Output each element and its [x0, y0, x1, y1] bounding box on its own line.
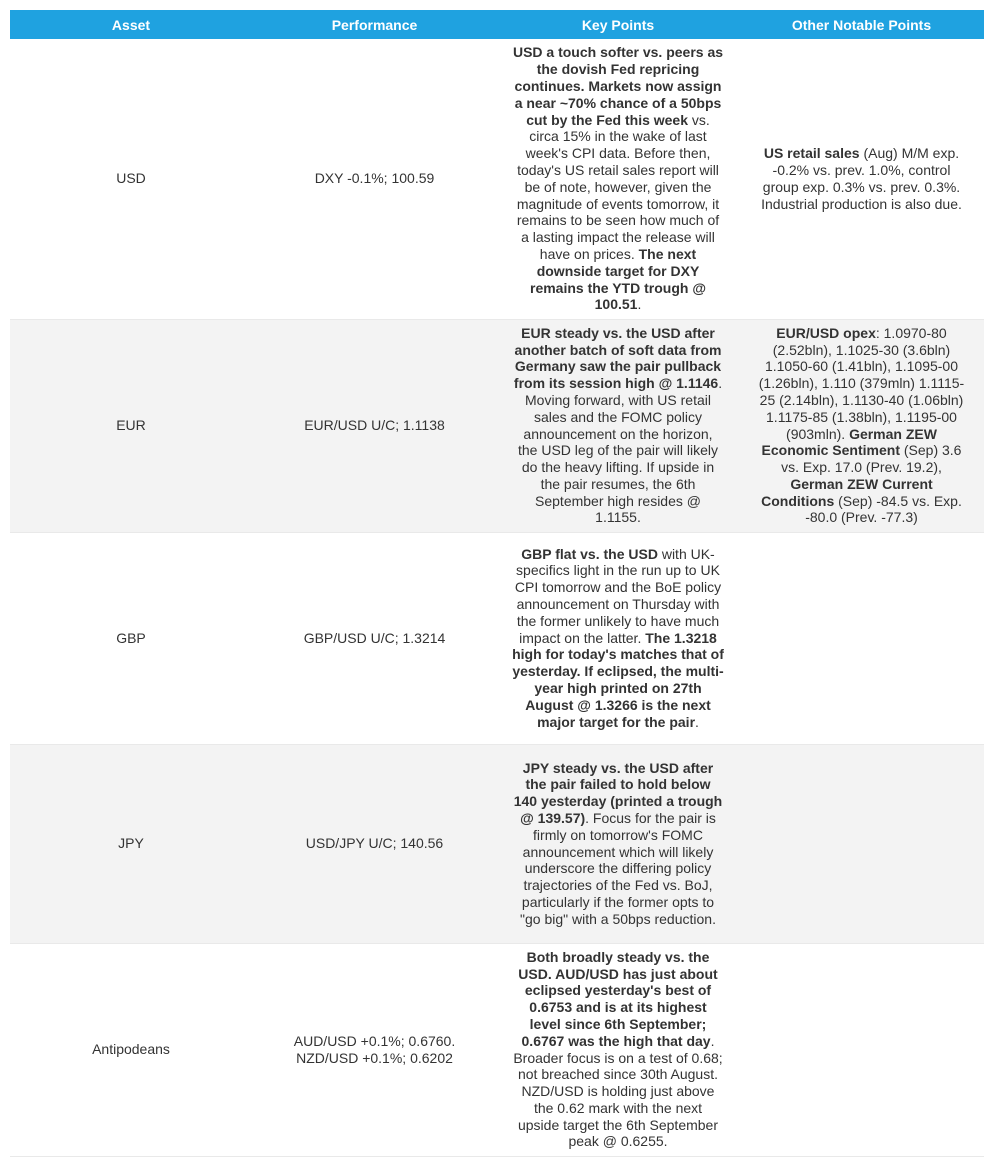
key-points-cell [497, 39, 739, 319]
key-points-bold: The 1.3218 high for today's matches that of yesterday. If eclipsed, the multi-year high printed on 27th August @ 1.3266 is the next major target for the pair [512, 629, 724, 730]
key-points-text [512, 44, 724, 313]
other-regular: : 1.0970-80 (2.52bln), 1.1025-30 (3.6bln) 1.1050-60 (1.41bln), 1.1095-00 (1.26bln), 1.110 (379mln) 1.1115-25 (2.14bln), 1.1130-40 (1.06bln) 1.1175-85 (1.38bln), 1.1195-00 (903mln). [758, 324, 965, 442]
key-points-bold: The next downside target for DXY remains the YTD trough @ 100.51 [530, 245, 706, 313]
other-regular: (Sep) 3.6 vs. Exp. 17.0 (Prev. 19.2), [781, 442, 962, 476]
other-notable-text [754, 145, 970, 212]
header-performance: Performance [252, 10, 497, 39]
performance-line: NZD/USD +0.1%; 0.6202 [296, 1049, 453, 1066]
key-points-bold: Both broadly steady vs. the USD. AUD/USD has just about eclipsed yesterday's best of 0.6753 and is at its highest level since 6th September; 0.6767 was the high that day [518, 948, 718, 1049]
table-body [10, 39, 984, 1156]
key-points-text [512, 760, 724, 928]
other-regular: (Aug) M/M exp. -0.2% vs. prev. 1.0%, control group exp. 0.3% vs. prev. 0.3%. Industrial production is also due. [761, 145, 962, 212]
performance-cell: DXY -0.1%; 100.59 [252, 39, 497, 319]
asset-cell: Antipodeans [10, 943, 252, 1156]
performance-line: AUD/USD +0.1%; 0.6760. [293, 1032, 456, 1049]
header-asset: Asset [10, 10, 252, 39]
fx-table [10, 10, 984, 1157]
key-points-text [512, 546, 724, 731]
other-notable-cell [739, 39, 984, 319]
key-points-bold: JPY steady vs. the USD after the pair failed to hold below 140 yesterday (printed a trough @ 139.57) [513, 759, 723, 826]
key-points-cell [497, 744, 739, 943]
key-points-regular: . Broader focus is on a test of 0.68; not breached since 30th August. NZD/USD is holding just above the 0.62 mark with the next upside target the 6th September peak @ 0.6255. [513, 1032, 723, 1150]
performance-cell: GBP/USD U/C; 1.3214 [252, 532, 497, 744]
table-row [10, 39, 984, 319]
key-points-regular: with UK-specifics light in the run up to UK CPI tomorrow and the BoE policy announcement on Thursday with the former unlikely to have much impact on the latter. [514, 545, 722, 646]
asset-cell: USD [10, 39, 252, 319]
asset-cell: JPY [10, 744, 252, 943]
key-points-cell [497, 532, 739, 744]
table-row [10, 744, 984, 943]
header-row [10, 10, 984, 39]
performance-cell: EUR/USD U/C; 1.1138 [252, 319, 497, 532]
header-key-points: Key Points [497, 10, 739, 39]
other-notable-text [754, 325, 970, 527]
other-regular: (Sep) -84.5 vs. Exp. -80.0 (Prev. -77.3) [805, 492, 962, 526]
key-points-bold: GBP flat vs. the USD [521, 545, 658, 562]
asset-cell: GBP [10, 532, 252, 744]
performance-cell [252, 943, 497, 1156]
key-points-text [512, 325, 724, 527]
other-bold: EUR/USD opex [776, 324, 876, 341]
other-bold: German ZEW Current Conditions [761, 475, 933, 509]
key-points-regular: . [695, 713, 699, 730]
other-bold: German ZEW Economic Sentiment [761, 425, 937, 459]
other-notable-cell [739, 744, 984, 943]
asset-cell: EUR [10, 319, 252, 532]
key-points-regular: . [637, 296, 642, 313]
key-points-cell [497, 943, 739, 1156]
other-notable-cell [739, 943, 984, 1156]
header-other-notable-points: Other Notable Points [739, 10, 984, 39]
table-row [10, 319, 984, 532]
other-notable-cell [739, 532, 984, 744]
fx-table-container [10, 10, 984, 1157]
table-row [10, 532, 984, 744]
key-points-regular: . Moving forward, with US retail sales and the FOMC policy announcement on the horizon, the USD leg of the pair will likely do the heavy lifting. If upside in the pair resumes, the 6th September high resides @ 1.1155. [518, 375, 723, 526]
key-points-text [512, 949, 724, 1151]
key-points-bold: USD a touch softer vs. peers as the dovish Fed repricing continues. Markets now assign a near ~70% chance of a 50bps cut by the Fed this week [512, 44, 724, 128]
other-bold: US retail sales [763, 145, 860, 162]
table-row [10, 943, 984, 1156]
key-points-cell [497, 319, 739, 532]
other-notable-cell [739, 319, 984, 532]
key-points-regular: . Focus for the pair is firmly on tomorrow's FOMC announcement which will likely underscore the differing policy trajectories of the Fed vs. BoJ, particularly if the former opts to "go big" with a 50bps reduction. [520, 809, 716, 927]
key-points-regular: vs. circa 15% in the wake of last week's CPI data. Before then, today's US retail sales report will be of note, however, given the magnitude of events tomorrow, it remains to be seen how much of a lasting impact the release will have on prices. [516, 111, 720, 262]
key-points-bold: EUR steady vs. the USD after another batch of soft data from Germany saw the pair pullback from its session high @ 1.1146 [513, 324, 722, 392]
performance-cell: USD/JPY U/C; 140.56 [252, 744, 497, 943]
table-header [10, 10, 984, 39]
